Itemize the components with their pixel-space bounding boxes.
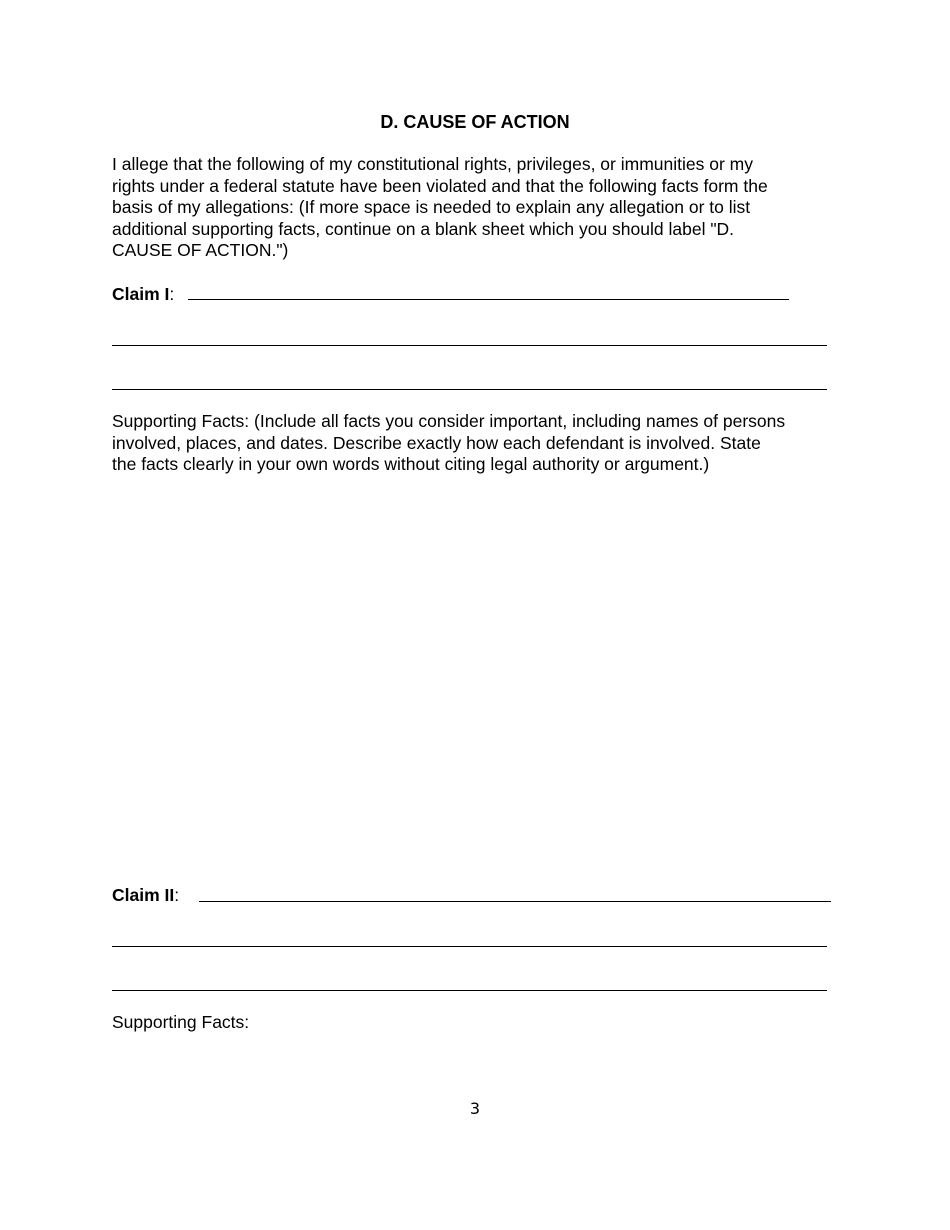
intro-line: rights under a federal statute have been violated and that the following facts form the [112, 175, 768, 196]
claim-1-blank-line[interactable] [112, 389, 827, 390]
claim-1-label: Claim I: [112, 284, 175, 304]
claim-1-title-blank[interactable] [188, 299, 789, 300]
claim-1-blank-line[interactable] [112, 345, 827, 346]
supporting-facts-line: involved, places, and dates. Describe exactly how each defendant is involved. State [112, 432, 761, 453]
claim-2-supporting-facts-label: Supporting Facts: [112, 1012, 250, 1032]
intro-line: CAUSE OF ACTION.") [112, 240, 289, 260]
intro-line: additional supporting facts, continue on a blank sheet which you should label "D. [112, 218, 735, 239]
intro-line: basis of my allegations: (If more space is needed to explain any allegation or to list [112, 197, 751, 217]
claim-2-blank-line[interactable] [112, 990, 827, 991]
page-number: 3 [469, 1099, 481, 1118]
claim-2-blank-line[interactable] [112, 946, 827, 947]
claim-2-title-blank[interactable] [199, 901, 831, 902]
supporting-facts-line: the facts clearly in your own words without citing legal authority or argument.) [112, 454, 710, 474]
supporting-facts-line: Supporting Facts: (Include all facts you consider important, including names of persons [112, 411, 786, 431]
intro-paragraph [112, 154, 837, 262]
intro-line: I allege that the following of my constitutional rights, privileges, or immunities or my [112, 154, 753, 174]
claim-2-label: Claim II: [112, 885, 180, 905]
claim-1-supporting-facts [112, 411, 842, 476]
page-title: D. CAUSE OF ACTION [380, 112, 570, 132]
